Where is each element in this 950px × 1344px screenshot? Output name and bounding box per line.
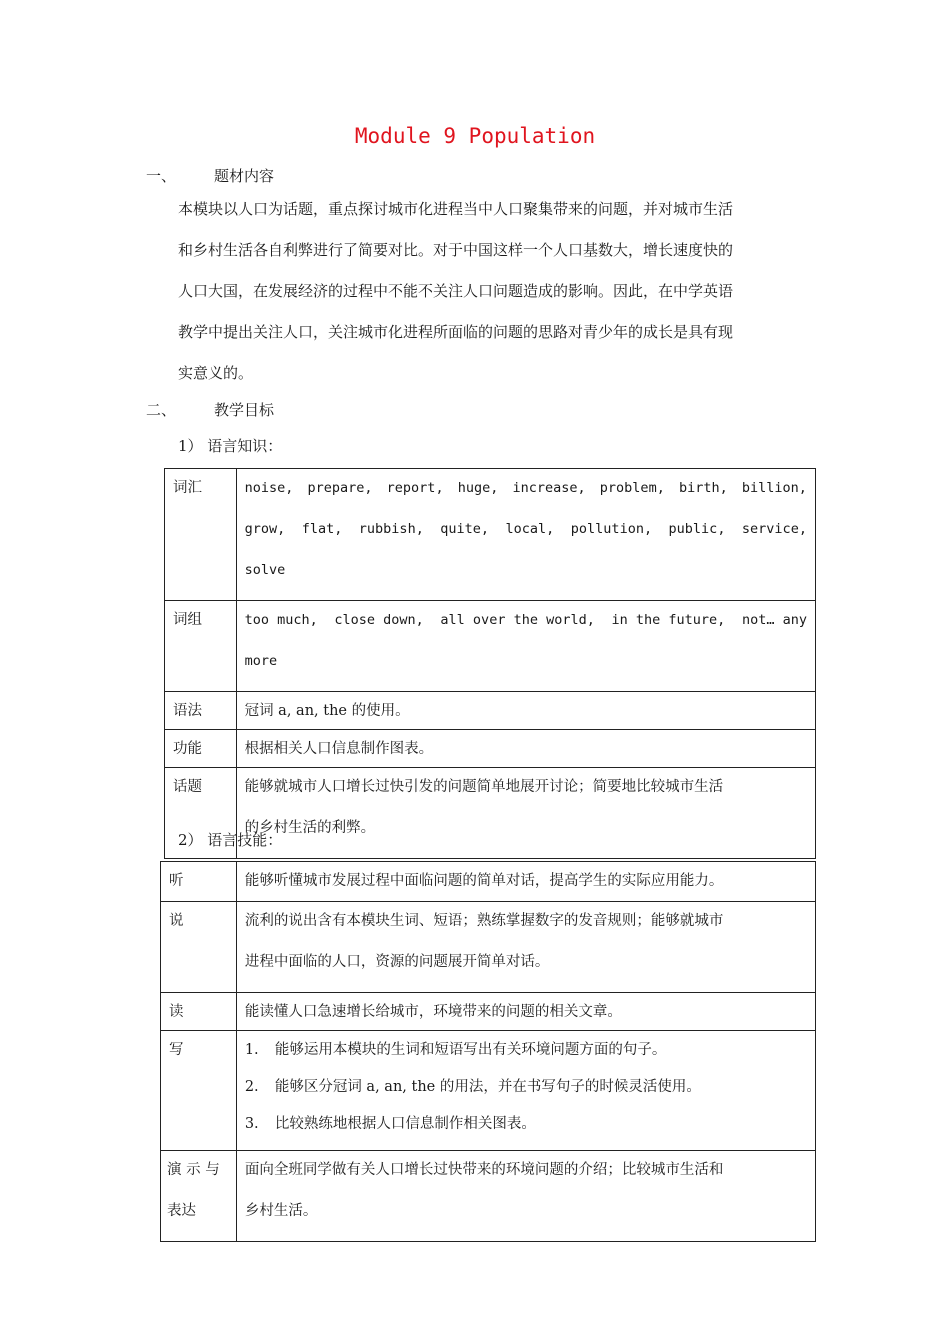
list-text: 能够运用本模块的生词和短语写出有关环境问题方面的句子。 [274, 1042, 667, 1058]
vocab-word: noise, [244, 480, 294, 496]
phrase-line [245, 609, 807, 650]
value-line: 进程中面临的人口，资源的问题展开简单对话。 [244, 954, 550, 970]
vocab-word: increase, [512, 480, 586, 496]
table-row [165, 692, 816, 730]
table-row [165, 469, 816, 601]
value-line: 的乡村生活的利弊。 [244, 820, 376, 836]
row-key: 读 [161, 993, 237, 1031]
vocab-line [245, 559, 807, 600]
row-key: 写 [161, 1031, 237, 1151]
value-line: 流利的说出含有本模块生词、短语；熟练掌握数字的发音规则；能够就城市 [244, 913, 724, 929]
vocab-line [245, 477, 807, 518]
row-key: 功能 [165, 730, 237, 768]
vocab-word: solve [244, 562, 286, 578]
vocab-word: rubbish, [358, 521, 424, 537]
vocab-word: prepare, [307, 480, 373, 496]
key-line: 演 示 与 [167, 1162, 220, 1178]
phrase: more [244, 653, 278, 669]
list-item [245, 1076, 807, 1113]
row-value-phrases [236, 601, 815, 692]
row-key: 词汇 [165, 469, 237, 601]
vocab-word: billion, [741, 480, 807, 496]
knowledge-table [164, 468, 816, 859]
phrase: not… any [741, 612, 807, 628]
vocab-word: report, [386, 480, 444, 496]
row-key [161, 1151, 237, 1242]
row-value [236, 902, 815, 993]
row-key: 听 [161, 862, 237, 902]
phrase: close down, [334, 612, 424, 628]
table-row [161, 902, 816, 993]
section-heading-2 [146, 400, 274, 420]
key-line: 表达 [167, 1203, 196, 1219]
list-item [245, 1113, 807, 1150]
row-key: 话题 [165, 768, 237, 859]
paragraph-line: 实意义的。 [178, 364, 254, 382]
list-text: 能够区分冠词 a, an, the 的用法，并在书写句子的时候灵活使用。 [274, 1079, 701, 1095]
section-label: 题材内容 [214, 167, 275, 185]
row-value: 能够听懂城市发展过程中面临问题的简单对话，提高学生的实际应用能力。 [236, 862, 815, 902]
paragraph-line: 人口大国，在发展经济的过程中不能不关注人口问题造成的影响。因此，在中学英语 [178, 282, 734, 300]
list-number: 2. [244, 1079, 259, 1095]
list-item [245, 1039, 807, 1076]
page-title: Module 9 Population [354, 124, 596, 148]
value-line: 乡村生活。 [244, 1203, 318, 1219]
vocab-word: flat, [301, 521, 343, 537]
vocab-word: quite, [440, 521, 490, 537]
table-row [161, 993, 816, 1031]
section-number: 一、 [146, 167, 177, 185]
vocab-line [245, 518, 807, 559]
row-value: 根据相关人口信息制作图表。 [236, 730, 815, 768]
row-value-list [236, 1031, 815, 1151]
row-key: 词组 [165, 601, 237, 692]
list-number: 1. [244, 1042, 259, 1058]
vocab-word: local, [505, 521, 555, 537]
vocab-word: pollution, [570, 521, 653, 537]
vocab-word: problem, [599, 480, 665, 496]
vocab-word: birth, [678, 480, 728, 496]
row-key: 语法 [165, 692, 237, 730]
row-key: 说 [161, 902, 237, 993]
paragraph-line: 教学中提出关注人口，关注城市化进程所面临的问题的思路对青少年的成长是具有现 [178, 323, 734, 341]
row-value-vocab [236, 469, 815, 601]
row-value [236, 768, 815, 859]
skills-heading: 2） 语言技能： [178, 831, 283, 849]
list-text: 比较熟练地根据人口信息制作相关图表。 [274, 1116, 536, 1132]
paragraph-line: 本模块以人口为话题，重点探讨城市化进程当中人口聚集带来的问题，并对城市生活 [178, 200, 734, 218]
section-number: 二、 [146, 401, 177, 419]
value-line: 能够就城市人口增长过快引发的问题简单地展开讨论；简要地比较城市生活 [244, 779, 724, 795]
phrase-line [245, 650, 807, 691]
paragraph-line: 和乡村生活各自利弊进行了简要对比。对于中国这样一个人口基数大，增长速度快的 [178, 241, 734, 259]
section-heading-1 [146, 166, 274, 186]
section-label: 教学目标 [214, 401, 275, 419]
vocab-word: huge, [457, 480, 499, 496]
phrase: in the future, [611, 612, 726, 628]
list-number: 3. [244, 1116, 259, 1132]
knowledge-heading: 1） 语言知识： [178, 437, 283, 455]
section-1-paragraph [178, 198, 808, 403]
row-value: 能读懂人口急速增长给城市，环境带来的问题的相关文章。 [236, 993, 815, 1031]
table-row [165, 730, 816, 768]
vocab-word: service, [741, 521, 807, 537]
value-line: 面向全班同学做有关人口增长过快带来的环境问题的介绍；比较城市生活和 [244, 1162, 724, 1178]
phrase: too much, [244, 612, 318, 628]
skills-table [160, 861, 816, 1242]
phrase: all over the world, [440, 612, 595, 628]
table-row [161, 1151, 816, 1242]
table-row [161, 1031, 816, 1151]
row-value [236, 1151, 815, 1242]
vocab-word: grow, [244, 521, 286, 537]
vocab-word: public, [668, 521, 726, 537]
row-value: 冠词 a, an, the 的使用。 [236, 692, 815, 730]
table-row [161, 862, 816, 902]
table-row [165, 601, 816, 692]
